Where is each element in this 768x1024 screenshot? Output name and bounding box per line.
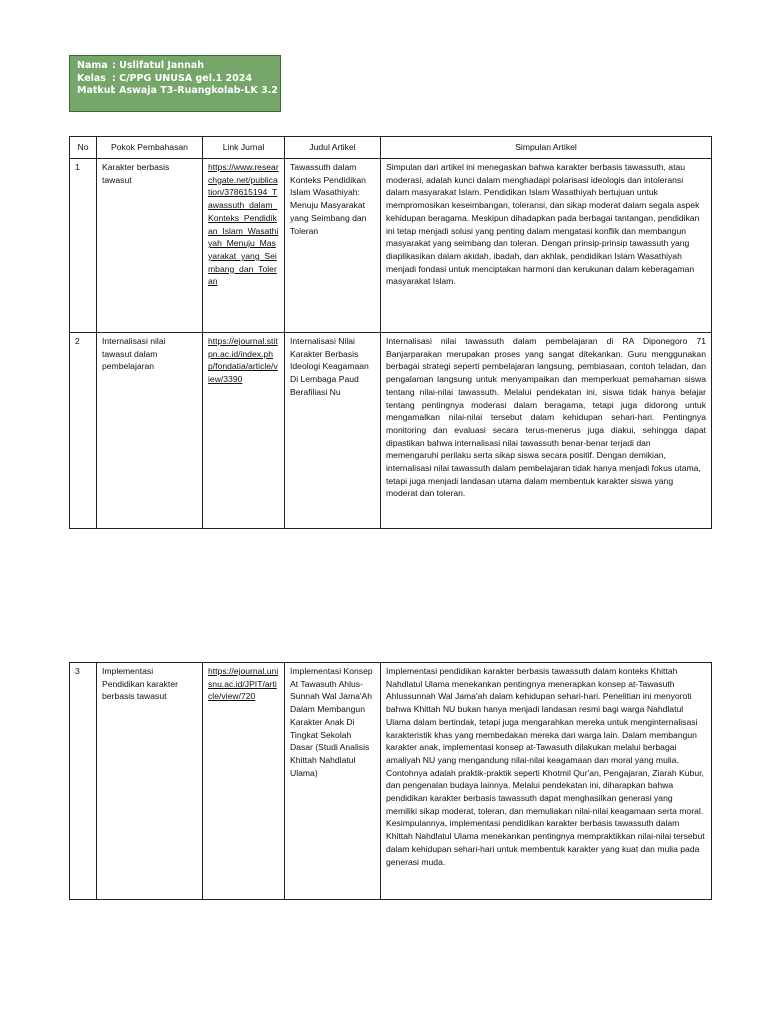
summary-paragraph-1: Internalisasi nilai tawassuth dalam pembelajaran di RA Diponegoro 71 Banjarparakan merupakan proses yang sangat ditekankan. Guru menggunakan berbagai strategi seperti pembelajaran langsung, pembiasaan, contoh teladan, dan pengalaman langsung untuk menyampaikan dan memperkuat pemahaman siswa tentang nilai-nilai tawassuth. Melalui pendekatan ini, siswa tidak hanya belajar tentang pentingnya moderasi dalam beragama, tetapi juga didorong untuk mengamalkan nilai-nilai tersebut dalam kehidupan sehari-hari. Pentingnya monitoring dan evaluasi secara terus-menerus juga diakui, sehingga dapat dipastikan bahwa internalisasi nilai tawassuth benar-benar terjadi dan [386,336,706,448]
row-number: 3 [70,663,97,900]
table-row [70,663,712,900]
article-table-continued [69,662,712,900]
student-info-box [69,55,281,112]
journal-link[interactable]: https://ejournal.stitpn.ac.id/index.php/fondatia/article/view/3390 [203,333,285,529]
article-title-cell: Internalisasi Nilai Karakter Berbasis Ideologi Keagamaan Di Lembaga Paud Berafiliasi Nu [285,333,381,529]
header-link-jurnal: Link Jurnal [203,137,285,159]
summary-cell: Simpulan dari artikel ini menegaskan bahwa karakter berbasis tawassuth, atau moderasi, adalah kunci dalam menghadapi polarisasi ideologis dan intoleransi dalam masyarakat Islam. Pendidikan Islam Wasathiyah bertujuan untuk mempromosikan keseimbangan, toleransi, dan sikap moderat dalam segala aspek kehidupan beragama. Meskipun dihadapkan pada berbagai tantangan, pendidikan ini tetap menjadi solusi yang penting dalam mengatasi konflik dan membangun masyarakat yang seimbang dan toleran. Dengan prinsip-prinsip tawassuth yang diaplikasikan dalam akidah, ibadah, dan akhlak, pendidikan Islam Wasathiyah menjadi fondasi untuk menciptakan harmoni dan kerukunan dalam keberagaman masyarakat Islam. [381,159,712,333]
matkul-label: Matkul [77,85,114,96]
journal-link[interactable]: https://www.researchgate.net/publication/378615194_Tawassuth_dalam_Konteks_Pendidikan_Islam_Wasathiyah_Menuju_Masyarakat_yang_Seimbang_dan_Toleran [203,159,285,333]
summary-cell [381,333,712,529]
table-header-row [70,137,712,159]
kelas-value: : C/PPG UNUSA gel.1 2024 [112,72,252,84]
article-title-cell: Tawassuth dalam Konteks Pendidikan Islam Wasathiyah: Menuju Masyarakat yang Seimbang dan Toleran [285,159,381,333]
row-number: 2 [70,333,97,529]
summary-paragraph-2: memengaruhi perilaku serta sikap siswa secara positif. Dengan demikian, internalisasi nilai tawassuth dalam pembelajaran tidak hanya menjadi fokus utama, tetapi juga menjadi landasan utama dalam membentuk karakter siswa yang moderat dan toleran. [386,450,701,499]
table-row [70,159,712,333]
kelas-row [77,73,273,86]
nama-row [77,60,273,73]
header-no: No [70,137,97,159]
nama-label: Nama [77,60,108,71]
kelas-label: Kelas [77,72,106,84]
matkul-value: : Aswaja T3-Ruangkolab-LK 3.2 [112,85,278,96]
article-title-cell: Implementasi Konsep At Tawasuth Ahlus-Sunnah Wal Jama'Ah Dalam Membangun Karakter Anak Di Tingkat Sekolah Dasar (Studi Analisis Khittah Nahdlatul Ulama) [285,663,381,900]
journal-link[interactable]: https://ejournal.unisnu.ac.id/JPIT/article/view/720 [203,663,285,900]
row-number: 1 [70,159,97,333]
nama-value: : Uslifatul Jannah [112,60,205,71]
header-pokok-pembahasan: Pokok Pembahasan [97,137,203,159]
article-table [69,136,712,529]
pokok-cell: Internalisasi nilai tawasut dalam pembelajaran [97,333,203,529]
header-simpulan-artikel: Simpulan Artikel [381,137,712,159]
pokok-cell: Karakter berbasis tawasut [97,159,203,333]
summary-cell: Implementasi pendidikan karakter berbasis tawassuth dalam konteks Khittah Nahdlatul Ulama menekankan pentingnya menerapkan konsep at-Tawasuth Ahlussunnah Wal Jama'ah dalam kehidupan sehari-hari. Penelitian ini menyoroti bahwa Khittah NU bukan hanya menjadi landasan resmi bagi warga Nahdlatul Ulama dalam bertindak, tetapi juga mengarahkan mereka untuk menginternalisasi karakteristik khas yang membedakan mereka dari warga lain. Dalam membangun karakter anak, implementasi konsep at-Tawasuth dilakukan melalui berbagai amaliyah NU yang mengandung nilai-nilai keagamaan dan moral yang mulia. Contohnya adalah praktik-praktik seperti Khotmil Qur'an, Pengajaran, Ziarah Kubur, dan pengenalan budaya lainnya. Melalui pendekatan ini, diharapkan bahwa pendidikan karakter berbasis tawassuth dapat menghasilkan generasi yang memiliki sikap moderat, toleran, dan memuliakan nilai-nilai keagamaan serta moral. Kesimpulannya, implementasi pendidikan karakter berbasis tawassuth dalam Khittah Nahdlatul Ulama menekankan pentingnya mempraktikkan nilai-nilai tersebut dalam kehidupan sehari-hari untuk membentuk karakter yang kuat dan mulia pada generasi muda. [381,663,712,900]
pokok-cell: Implementasi Pendidikan karakter berbasis tawasut [97,663,203,900]
table-row [70,333,712,529]
matkul-row [77,85,278,98]
header-judul-artikel: Judul Artikel [285,137,381,159]
